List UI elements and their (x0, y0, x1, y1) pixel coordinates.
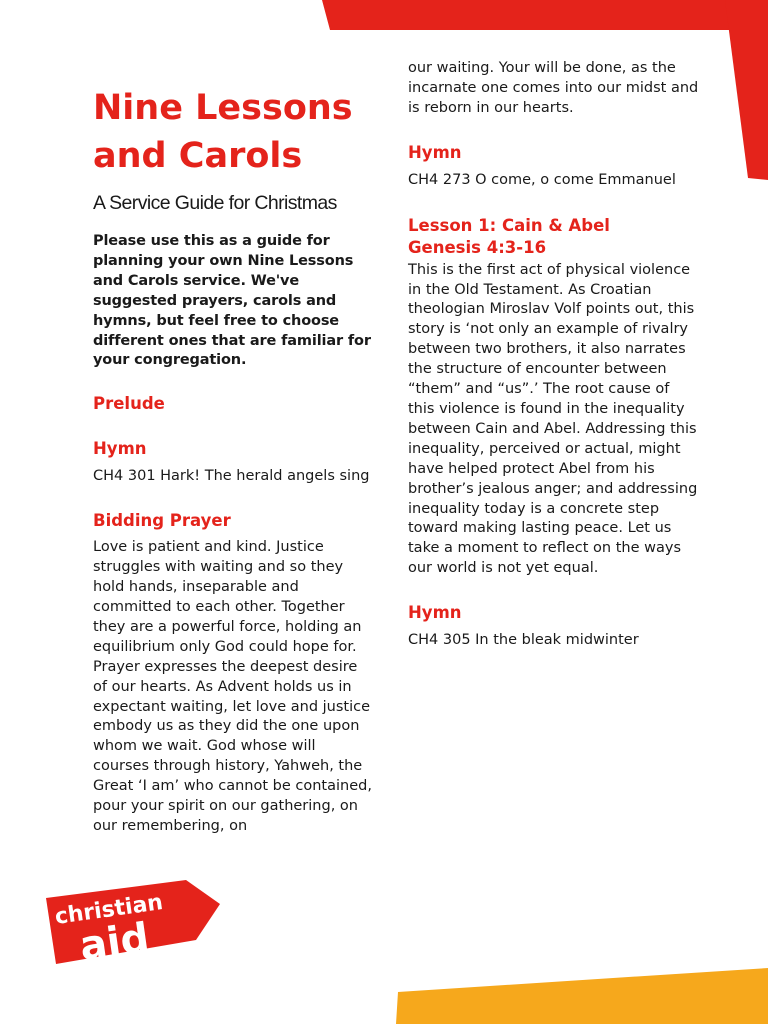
hymn-text-2: CH4 273 O come, o come Emmanuel (408, 171, 676, 188)
page-title (93, 84, 373, 180)
lesson-1-heading (408, 215, 700, 259)
hymn-text-3: CH4 305 In the bleak midwinter (408, 632, 639, 649)
hymn-heading-2: Hymn (408, 142, 462, 162)
hymn-heading-1: Hymn (93, 439, 147, 459)
lesson-1-text: This is the first act of physical violence in the Old Testament. As Croatian theologian Miroslav Volf points out, this story is ‘not only an example of rivalry between two brothers, it also narrates the structure of encounter between “them” and “us”.’ The root cause of this violence is found in the inequality between Cain and Abel. Addressing this inequality, perceived or actual, might have helped protect Abel from his brother’s jealous anger; and addressing inequality today is a concrete step toward making lasting peace. Let us take a moment to reflect on the ways our world is not yet equal. (408, 261, 698, 577)
right-column (408, 59, 700, 651)
logo-line1: christian (53, 890, 165, 930)
intro-paragraph: Please use this as a guide for planning your own Nine Lessons and Carols service. We've suggested prayers, carols and hymns, but feel free to choose different ones that are familiar for your congregation. (93, 233, 371, 369)
page-subtitle: A Service Guide for Christmas (93, 192, 337, 214)
title-line1: Nine Lessons (93, 88, 353, 128)
bidding-prayer-text: Love is patient and kind. Justice struggles with waiting and so they hold hands, inseparable and committed to each other. Together they are a powerful force, holding an equilibrium only God could hope for. Prayer expresses the deepest desire of our hearts. As Advent holds us in expectant waiting, let love and justice embody us as they did the one upon whom we wait. God whose will courses through history, Yahweh, the Great ‘I am’ who cannot be contained, pour your spirit on our gathering, on our remembering, on (93, 539, 372, 834)
prelude-heading: Prelude (93, 394, 165, 414)
hymn-heading-3: Hymn (408, 603, 462, 623)
christian-aid-logo (36, 878, 236, 988)
lesson-1-heading-line2: Genesis 4:3-16 (408, 237, 547, 257)
logo-line2: aid (76, 914, 153, 970)
bidding-prayer-heading: Bidding Prayer (93, 511, 231, 531)
continued-prayer-text: our waiting. Your will be done, as the incarnate one comes into our midst and is reborn in our hearts. (408, 60, 699, 116)
lesson-1-heading-line1: Lesson 1: Cain & Abel (408, 215, 610, 235)
title-line2: and Carols (93, 136, 303, 176)
left-column (93, 84, 373, 837)
hymn-text-1: CH4 301 Hark! The herald angels sing (93, 468, 370, 485)
